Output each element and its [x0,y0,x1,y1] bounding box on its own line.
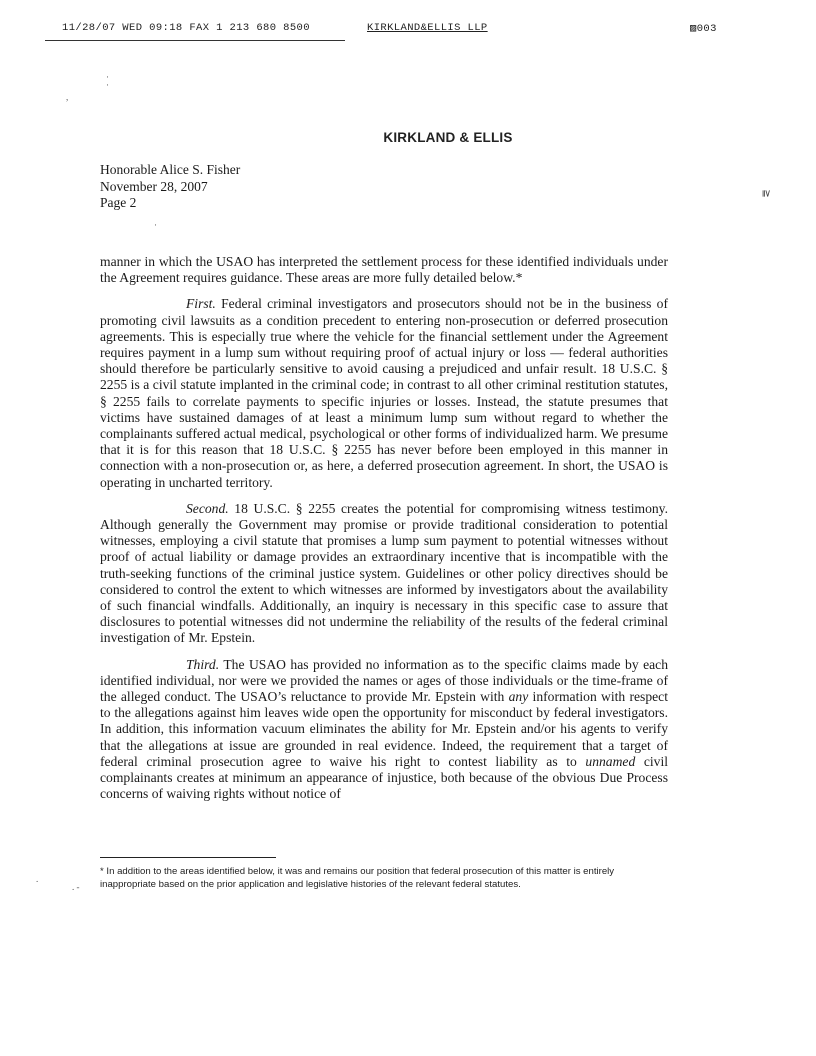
paragraph-third-text-b: information with respect to the allegations against him leaves wide open the opportunity for misconduct by federal investigators. In addition, this information vacuum eliminates the ability for Mr. Epstein and/or his agents to verify that the allegations at issue are grounded in real evidence. Indeed, the requirement that a target of federal criminal prosecution agree to waive his right to contest liability as to [100,689,668,769]
paragraph-intro: manner in which the USAO has interpreted the settlement process for these identified individuals under the Agreement requires guidance. These areas are more fully detailed below.* [100,254,668,286]
paragraph-third-lead: Third. [186,656,220,672]
paragraph-first-lead: First. [186,296,216,312]
scan-speck: · [106,72,109,82]
scan-speck: , [66,92,69,102]
fax-page-number: ▨003 [690,23,717,35]
paragraph-third [100,657,668,803]
fax-sender-firm: KIRKLAND&ELLIS LLP [367,22,488,34]
address-block [100,162,240,212]
paragraph-second [100,501,668,647]
page-label: Page 2 [100,195,137,210]
paragraph-second-text: 18 U.S.C. § 2255 creates the potential for compromising witness testimony. Although generally the Government may promise or provide traditional consideration to potential witnesses, employing a civil statute that promises a lump sum payment to potential witnesses without proof of actual liability or damage provides an extraordinary incentive that is incompatible with the truth-seeking functions of the criminal justice system. Guidelines or other policy directives should be considered to control the extent to which witnesses are informed by investigators about the availability of such financial windfalls. Additionally, an inquiry is necessary in this specific case to assure that disclosures to potential witnesses did not undermine the reliability of the results of the federal criminal investigation of Mr. Epstein. [100,500,668,646]
paragraph-third-emphasis-any: any [508,689,529,705]
firm-letterhead-name: KIRKLAND & ELLIS [383,130,513,145]
scan-speck: · [154,220,157,230]
footnote: * In addition to the areas identified below, it was and remains our position that federal prosecution of this matter is entirely inappropriate based on the prior application and legislative histories of the relevant federal statutes. [100,866,615,890]
letter-body [100,254,668,813]
fax-transmission-info: 11/28/07 WED 09:18 FAX 1 213 680 8500 [62,22,310,34]
paragraph-third-emphasis-unnamed: unnamed [585,753,636,769]
fax-header-rule [45,40,345,41]
letter-date: November 28, 2007 [100,178,208,194]
letterhead [0,130,816,145]
paragraph-second-lead: Second. [186,500,229,516]
paragraph-third-text-a: The USAO has provided no information as to the specific claims made by each identified individual, nor were we provided the names or ages of those individuals or the time-frame of the alleged conduct. The USAO’s reluctance to provide Mr. Epstein with [100,656,668,705]
scan-speck: . [36,874,39,884]
paragraph-third-text-c: civil complainants creates at minimum an appearance of injustice, both because of the obvious Due Process concerns of waiving rights without notice of [100,753,669,802]
scan-speck: · [106,80,109,90]
paragraph-first-text: Federal criminal investigators and prosecutors should not be in the business of promoting civil lawsuits as a condition precedent to entering non-prosecution or deferred prosecution agreements. This is especially true where the vehicle for the financial settlement under the Agreement requires payment in a lump sum without requiring proof of actual injury or loss — federal authorities should therefore be particularly sensitive to avoid causing a prejudiced and unfair result. 18 U.S.C. § 2255 is a civil statute implanted in the criminal code; in contrast to all other criminal restitution statutes, § 2255 fails to correlate payments to specific injuries or losses. Instead, the statute presumes that victims have sustained damages of at least a minimum lump sum without regard to whether the complainants suffered actual medical, psychological or other forms of individualized harm. We presume that it is for this reason that 18 U.S.C. § 2255 has never before been employed in this manner in connection with a non-prosecution or, as here, a deferred prosecution agreement. In short, the USAO is operating in uncharted territory. [100,296,668,490]
recipient-name: Honorable Alice S. Fisher [100,162,241,177]
footnote-rule [100,857,276,858]
paragraph-first [100,296,668,490]
scan-speck: . - [72,882,80,892]
margin-mark: ≧ [760,189,772,198]
